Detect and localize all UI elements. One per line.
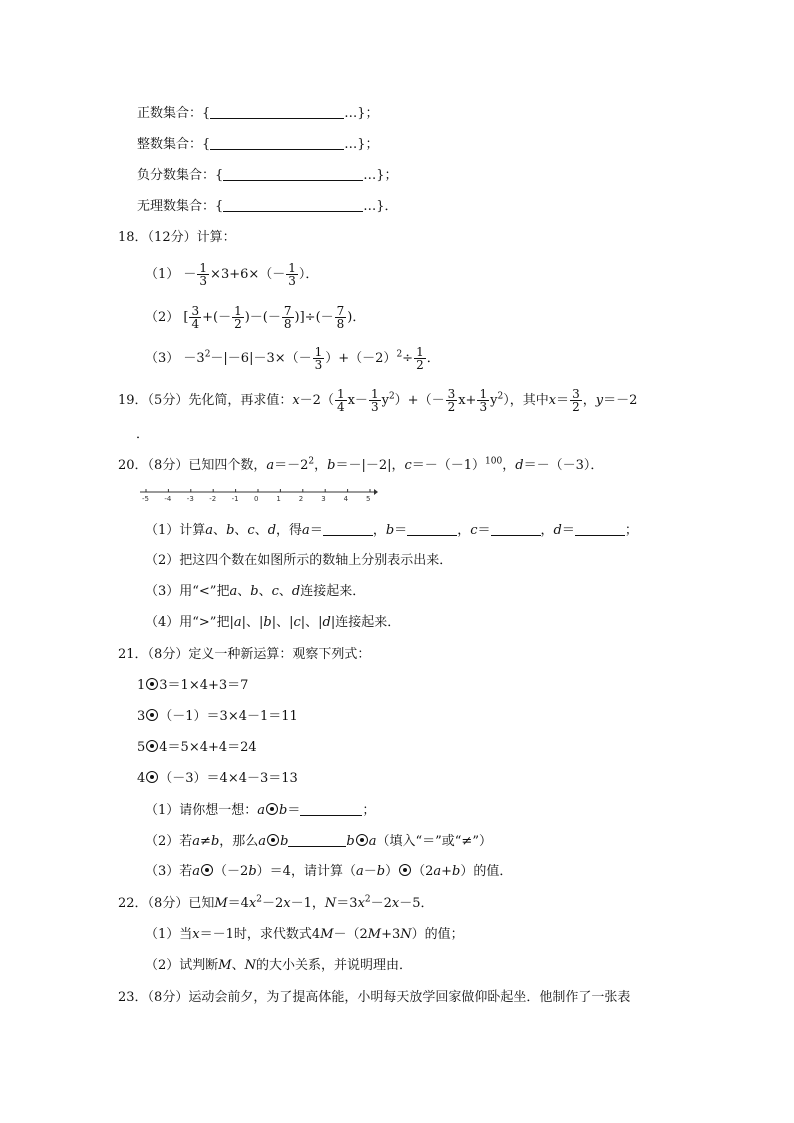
- answer-blank[interactable]: [300, 801, 362, 816]
- set-positive: 正数集合：{ …}；: [137, 106, 379, 121]
- odot-operator-icon: [356, 834, 368, 846]
- q21-example-3: 5 4＝5×4+4＝24: [137, 740, 257, 755]
- set-irrational: 无理数集合：{ …}．: [137, 199, 398, 214]
- number-line-tick-label: -1: [231, 495, 239, 503]
- odot-operator-icon: [146, 709, 158, 721]
- odot-operator-icon: [146, 740, 158, 752]
- q21-part3: （3）若a （－2b）＝4，请计算（a－b） （2a+b）的值．: [145, 864, 513, 879]
- q21-example-1: 1 3＝1×4+3＝7: [137, 678, 249, 693]
- q19-text: 19．（5分）先化简，再求值：x－2（ $\frac{1}{4}$ x－ $\frac{1}{3}$ $y^2)+(-$ $\frac{3}{2}$ x+ $\frac{1}{3}$ $y^2$），其中x＝ $\frac{3}{2}$ ，y＝－2: [118, 387, 638, 414]
- q21-part1: （1）请你想一想：a b＝ ；: [145, 803, 376, 818]
- answer-blank-d[interactable]: [575, 521, 625, 536]
- odot-operator-icon: [146, 678, 158, 690]
- q18-part1: （1） － $\frac{1}{3}$ ×3+6×（－ $\frac{1}{3}$ ）．: [145, 261, 319, 288]
- answer-blank-c[interactable]: [491, 521, 541, 536]
- q21-heading: 21．（8分）定义一种新运算：观察下列式：: [118, 647, 371, 662]
- q20-part4: （4）用“>”把|a|、|b|、|c|、|d|连接起来．: [145, 615, 401, 630]
- q20-heading: 20．（8分）已知四个数，$a=-2^2$，b＝－|－2|，$c=-(-1)^{100}$，d＝－（－3）．: [118, 456, 604, 473]
- odot-operator-icon: [146, 771, 158, 783]
- q18-heading: 18．（12分）计算：: [118, 230, 236, 245]
- answer-blank[interactable]: [223, 197, 363, 212]
- q22-heading: 22．（8分）已知$M=4x^2-2x-1$，$N=3x^2-2x-5$．: [118, 894, 434, 911]
- answer-blank-a[interactable]: [323, 521, 373, 536]
- number-line-tick-label: 0: [254, 495, 259, 503]
- q22-part2: （2）试判断M、N的大小关系，并说明理由．: [145, 958, 412, 973]
- q19-period: ．: [136, 427, 150, 442]
- q23-heading: 23．（8分）运动会前夕，为了提高体能，小明每天放学回家做仰卧起坐．他制作了一张表: [118, 990, 631, 1005]
- odot-operator-icon: [266, 803, 278, 815]
- q21-example-2: 3 （－1）＝3×4－1＝11: [137, 709, 298, 724]
- number-line-tick-label: -4: [164, 495, 172, 503]
- answer-blank[interactable]: [210, 104, 344, 119]
- answer-blank-b[interactable]: [407, 521, 457, 536]
- q18-part2: （2） [ $\frac{3}{4}$ +(－ $\frac{1}{2}$ )－(－ $\frac{7}{8}$ )]÷(－ $\frac{7}{8}$ )．: [145, 304, 366, 331]
- number-line-tick-label: -2: [209, 495, 217, 503]
- number-line-tick-label: 1: [276, 495, 281, 503]
- answer-blank[interactable]: [210, 135, 344, 150]
- q21-part2: （2）若a≠b，那么a b b a（填入“＝”或“≠”）: [145, 834, 492, 849]
- q21-example-4: 4 （－3）＝4×4－3＝13: [137, 771, 298, 786]
- set-negative-fraction: 负分数集合：{ …}；: [137, 168, 398, 183]
- odot-operator-icon: [201, 864, 213, 876]
- answer-blank[interactable]: [223, 166, 363, 181]
- number-line-tick-label: 5: [366, 495, 371, 503]
- number-line-tick-label: 3: [321, 495, 326, 503]
- number-line: [138, 484, 378, 512]
- set-integer: 整数集合：{ …}；: [137, 137, 379, 152]
- number-line-tick-label: 4: [343, 495, 349, 503]
- q20-part1: （1）计算a、b、c、d，得a＝ ，b＝ ，c＝ ，d＝ ；: [145, 523, 638, 538]
- number-line-tick-label: 2: [298, 495, 304, 503]
- answer-blank[interactable]: [288, 832, 346, 847]
- q22-part1: （1）当x＝－1时，求代数式4M－（2M+3N）的值；: [145, 927, 464, 942]
- number-line-tick-label: -3: [186, 495, 194, 503]
- q18-part3: $(3) -3^2-|-6|-3\times(-$ $\frac{1}{3}$ ）$+(-2)^2\div$ $\frac{1}{2}$ ．: [145, 345, 440, 372]
- number-line-tick-label: -5: [142, 495, 149, 503]
- odot-operator-icon: [399, 864, 411, 876]
- q20-part2: （2）把这四个数在如图所示的数轴上分别表示出来．: [145, 553, 453, 568]
- odot-operator-icon: [267, 834, 279, 846]
- q20-part3: （3）用“<”把a、b、c、d连接起来．: [145, 584, 366, 599]
